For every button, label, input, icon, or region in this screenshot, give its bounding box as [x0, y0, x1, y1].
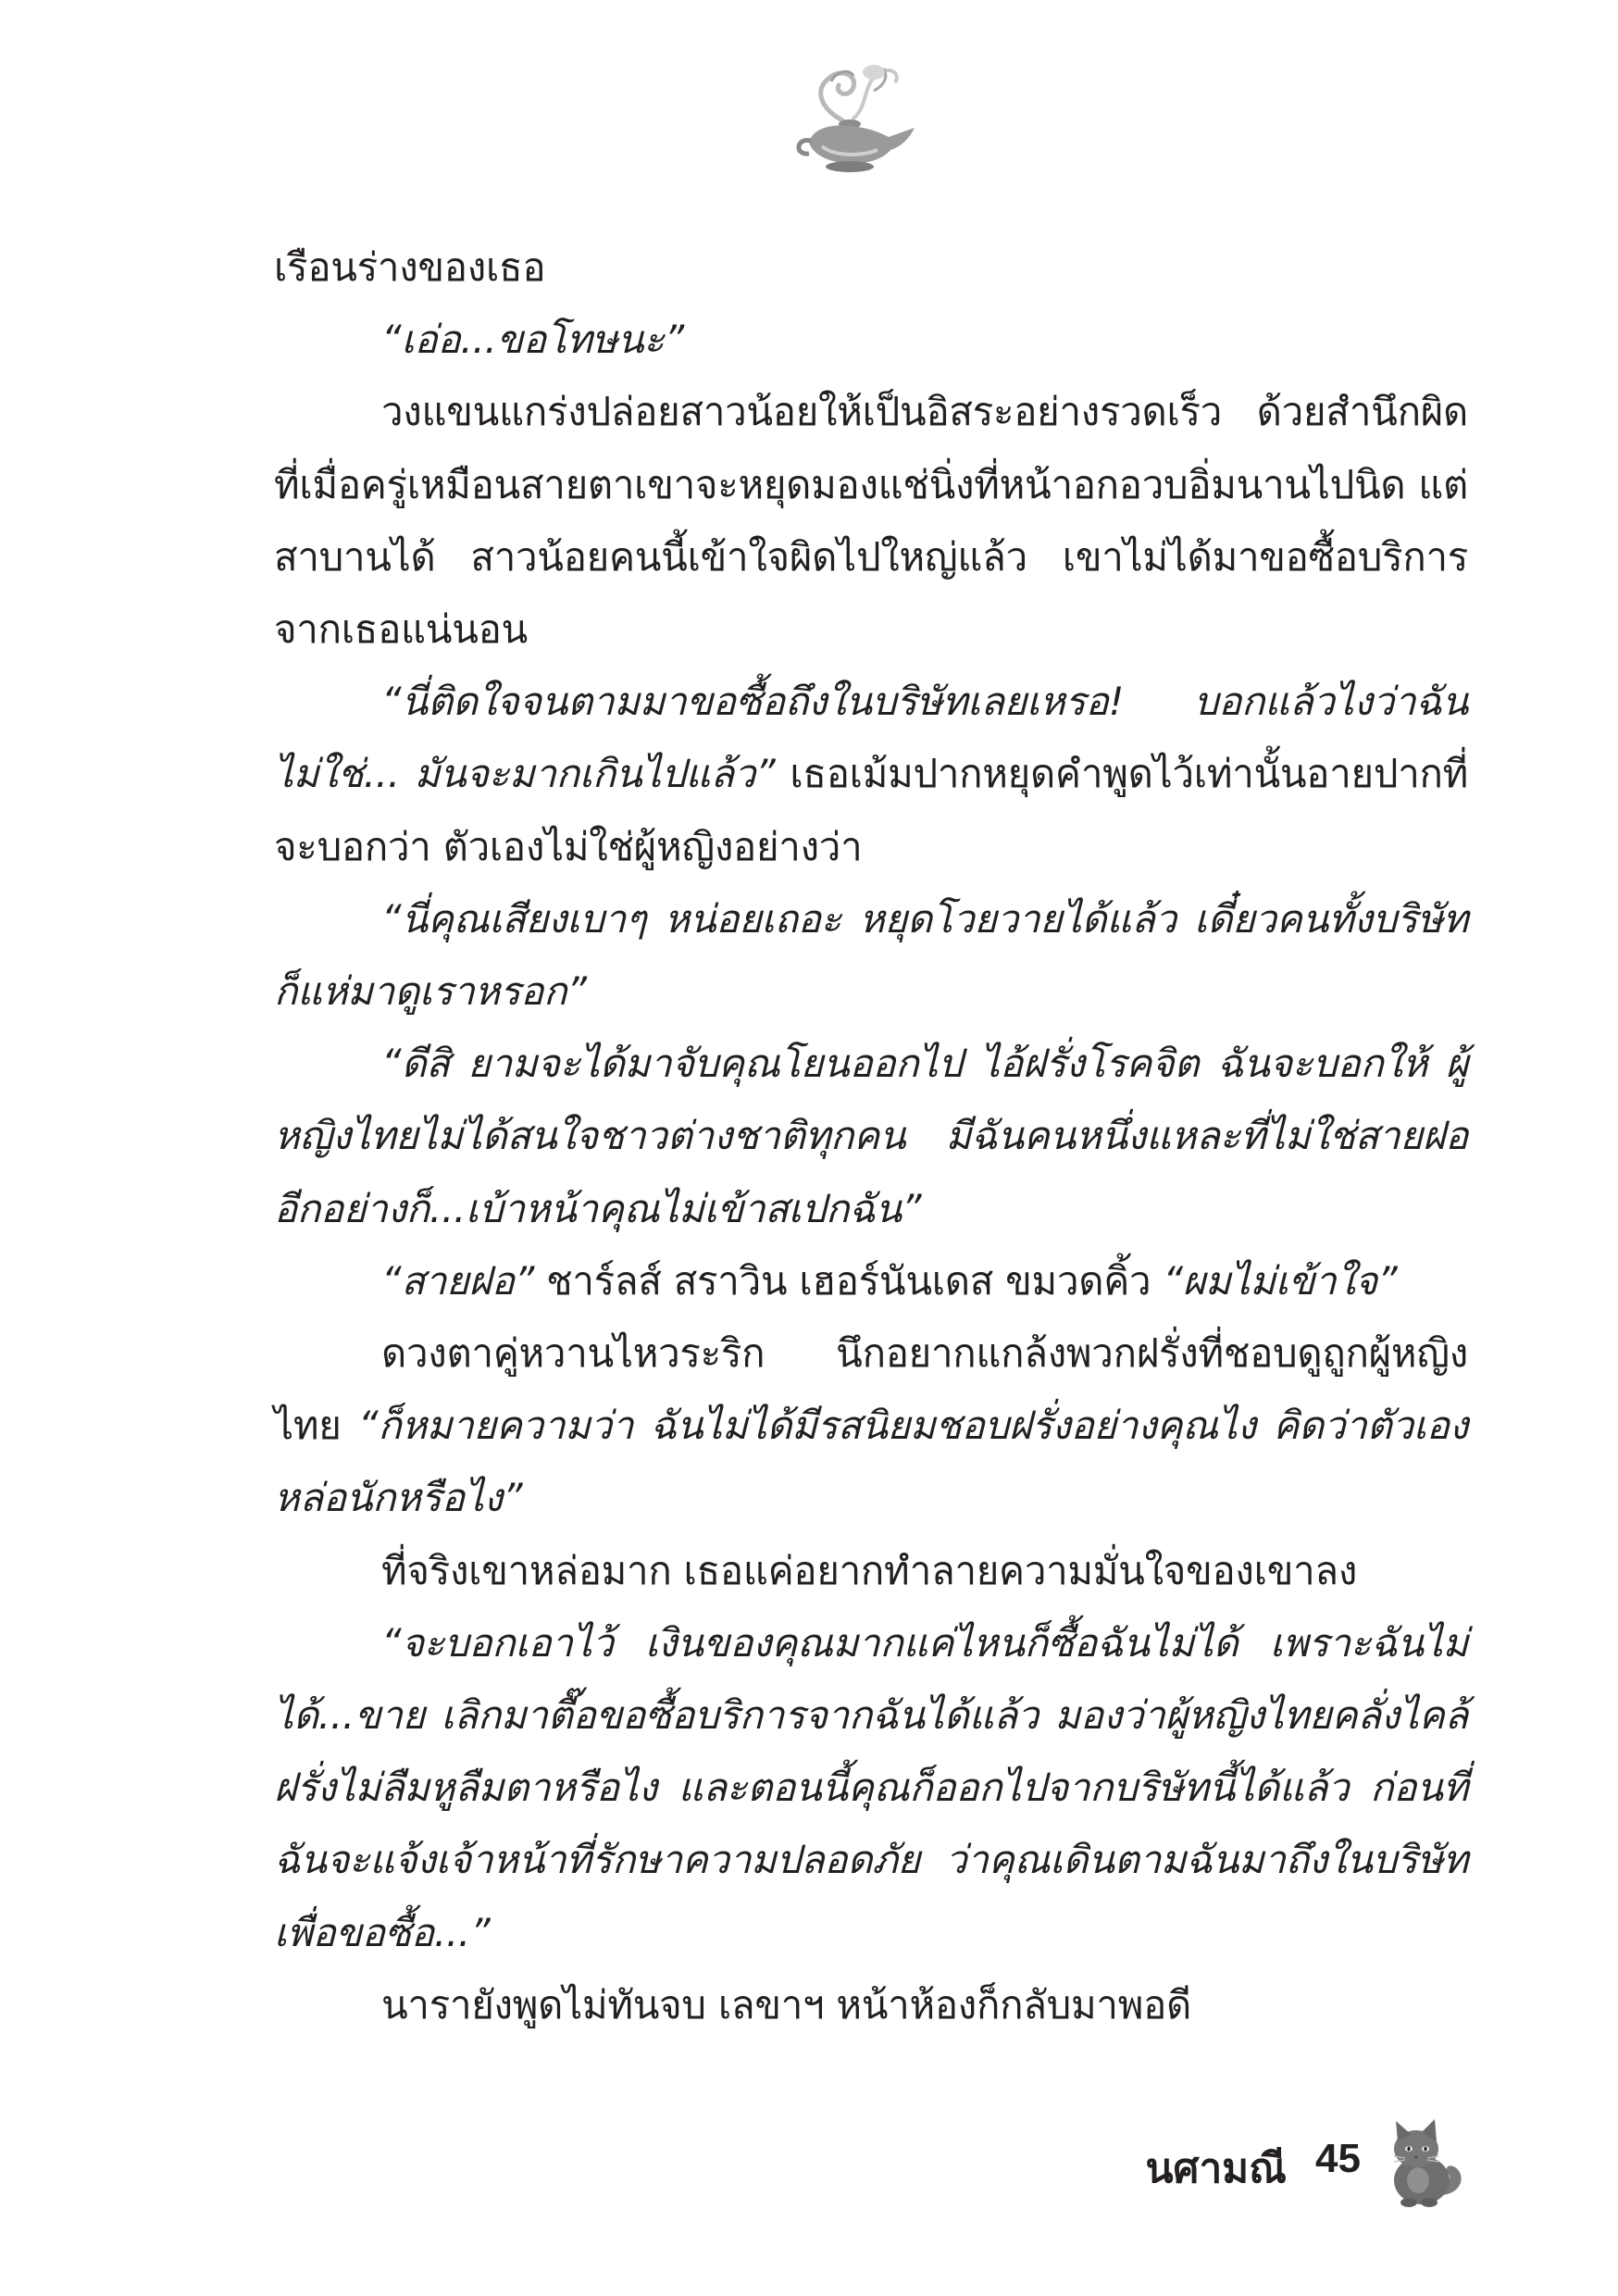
- narration-text: นารายังพูดไม่ทันจบ เลขาฯ หน้าห้องก็กลับมาพอดี: [381, 1981, 1191, 2028]
- paragraph: [274, 883, 1468, 1028]
- paragraph: [274, 1535, 1468, 1607]
- paragraph: [274, 231, 1468, 304]
- dialogue-text: “ผมไม่เข้าใจ”: [1163, 1257, 1398, 1304]
- paragraph: [274, 1245, 1468, 1317]
- cat-icon: [1377, 2115, 1468, 2208]
- dialogue-text: “ดีสิ ยามจะได้มาจับคุณโยนออกไป ไอ้ฝรั่งโรคจิต ฉันจะบอกให้ ผู้หญิงไทยไม่ได้สนใจชาวต่างชาติทุกคน มีฉันคนหนึ่งแหละที่ไม่ใช่สายฝอ อีกอย่างก็...เบ้าหน้าคุณไม่เข้าสเปกฉัน”: [274, 1041, 1468, 1231]
- paragraph: [274, 304, 1468, 376]
- story-text: [274, 231, 1468, 2041]
- narration-text: เธอเม้มปากหยุดคำพูดไว้เท่านั้นอายปากที่จะบอกว่า ตัวเองไม่ใช่ผู้หญิงอย่างว่า: [274, 751, 1468, 869]
- paragraph: [274, 1969, 1468, 2041]
- narration-text: วงแขนแกร่งปล่อยสาวน้อยให้เป็นอิสระอย่างรวดเร็ว ด้วยสำนึกผิดที่เมื่อครู่เหมือนสายตาเขาจะหยุดมองแช่นิ่งที่หน้าอกอวบอิ่มนานไปนิด แต่สาบานได้ สาวน้อยคนนี้เข้าใจผิดไปใหญ่แล้ว เขาไม่ได้มาขอซื้อบริการจากเธอแน่นอน: [274, 389, 1468, 653]
- paragraph: [274, 376, 1468, 666]
- dialogue-text: “จะบอกเอาไว้ เงินของคุณมากแค่ไหนก็ซื้อฉันไม่ได้ เพราะฉันไม่ได้...ขาย เลิกมาตื๊อขอซื้อบริการจากฉันได้แล้ว มองว่าผู้หญิงไทยคลั่งไคล้ฝรั่งไม่ลืมหูลืมตาหรือไง และตอนนี้คุณก็ออกไปจากบริษัทนี้ได้แล้ว ก่อนที่ฉันจะแจ้งเจ้าหน้าที่รักษาความปลอดภัย ว่าคุณเดินตามฉันมาถึงในบริษัทเพื่อขอซื้อ...”: [274, 1619, 1468, 1955]
- narration-text: ที่จริงเขาหล่อมาก เธอแค่อยากทำลายความมั่นใจของเขาลง: [381, 1547, 1358, 1593]
- dialogue-text: “นี่คุณเสียงเบาๆ หน่อยเถอะ หยุดโวยวายได้แล้ว เดี๋ยวคนทั้งบริษัทก็แห่มาดูเราหรอก”: [274, 895, 1468, 1015]
- paragraph: [274, 666, 1468, 883]
- page-number: 45: [1315, 2136, 1361, 2181]
- genie-lamp-icon: [785, 54, 924, 174]
- dialogue-text: “เอ่อ...ขอโทษนะ”: [381, 317, 685, 363]
- paragraph: [274, 1317, 1468, 1535]
- narration-text: เรือนร่างของเธอ: [274, 244, 546, 290]
- dialogue-text: “ก็หมายความว่า ฉันไม่ได้มีรสนิยมชอบฝรั่งอย่างคุณไง คิดว่าตัวเองหล่อนักหรือไง”: [274, 1403, 1469, 1521]
- page-footer: [1111, 2115, 1472, 2217]
- narration-text: ชาร์ลส์ สราวิน เฮอร์นันเดส ขมวดคิ้ว: [534, 1257, 1164, 1304]
- dialogue-text: “นี่ติดใจจนตามมาขอซื้อถึงในบริษัทเลยเหรอ! บอกแล้วไงว่าฉันไม่ใช่... มันจะมากเกินไปแล้ว”: [274, 679, 1468, 797]
- paragraph: [274, 1028, 1468, 1245]
- narration-text: ดวงตาคู่หวานไหวระริก นึกอยากแกล้งพวกฝรั่งที่ชอบดูถูกผู้หญิงไทย: [274, 1330, 1468, 1449]
- paragraph: [274, 1607, 1468, 1969]
- author-name: นศามณี: [1145, 2145, 1287, 2192]
- dialogue-text: “สายฝอ”: [381, 1257, 535, 1304]
